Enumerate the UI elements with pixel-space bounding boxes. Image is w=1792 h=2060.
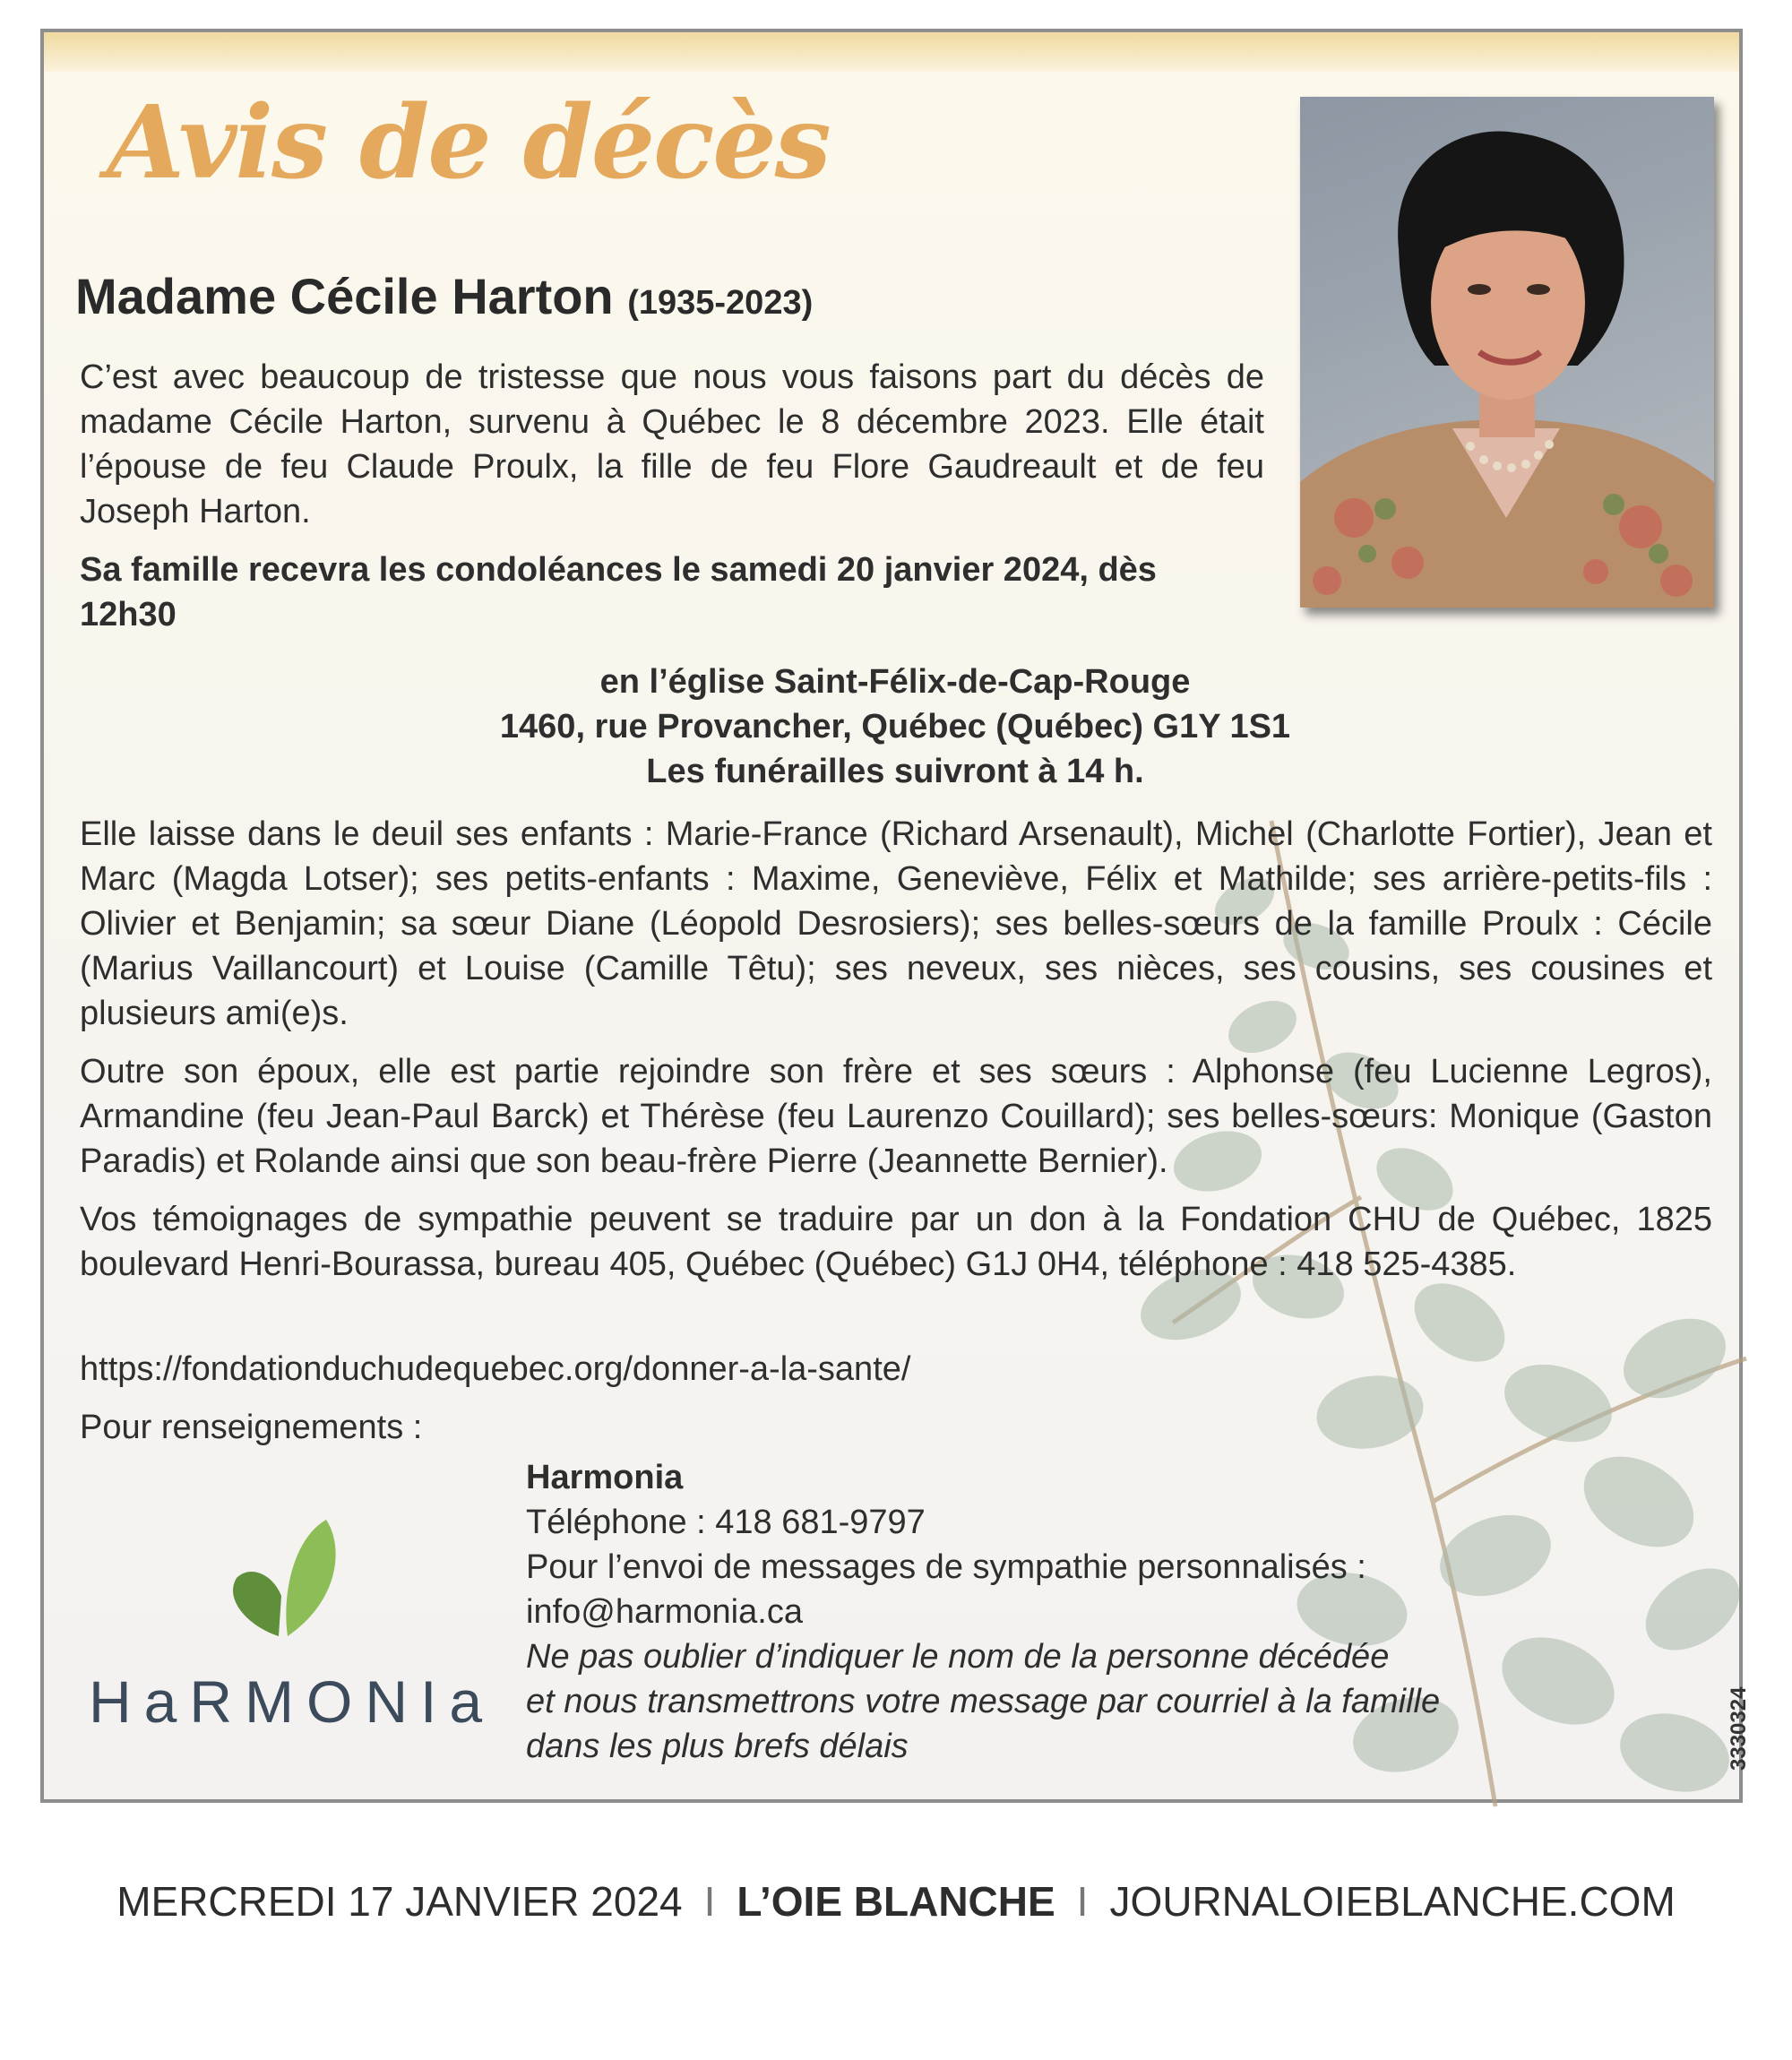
intro-paragraph: C’est avec beaucoup de tristesse que nous vous faisons part du décès de madame Cécile Harton, survenu à Québec le 8 décembre 2023. Elle était l’épouse de feu Claude Proulx, la fille de feu Flore Gaudreault et de feu Joseph Harton. (80, 358, 1264, 530)
deceased-years: (1935-2023) (627, 284, 814, 322)
service-details (44, 659, 1746, 794)
ad-reference-number: 3330324 (1727, 1686, 1751, 1771)
info-label: Pour renseignements : (80, 1409, 423, 1446)
portrait-photo (1300, 97, 1714, 608)
address-line: 1460, rue Provancher, Québec (Québec) G1Y 1S1 (499, 708, 1291, 746)
funeral-home-email[interactable]: info@harmonia.ca (526, 1593, 803, 1631)
funeral-time-line: Les funérailles suivront à 14 h. (646, 753, 1144, 790)
deceased-name-text: Madame Cécile Harton (75, 268, 614, 324)
newspaper-footer (0, 1877, 1792, 1926)
note-line-2: et nous transmettrons votre message par courriel à la famille (526, 1683, 1441, 1720)
harmonia-logo-text: HaRMONIa (89, 1668, 495, 1735)
note-line-1: Ne pas oublier d’indiquer le nom de la personne décédée (526, 1638, 1390, 1676)
messages-label: Pour l’envoi de messages de sympathie personnalisés : (526, 1548, 1366, 1586)
footer-date: MERCREDI 17 JANVIER 2024 (116, 1878, 683, 1925)
footer-separator: I (703, 1878, 716, 1925)
funeral-home-contact (526, 1455, 1440, 1769)
deceased-name (75, 267, 813, 325)
gold-header-band (44, 32, 1739, 72)
condolences-paragraph: Sa famille recevra les condoléances le samedi 20 janvier 2024, dès 12h30 (80, 551, 1157, 634)
predeceased-paragraph: Outre son époux, elle est partie rejoindre son frère et ses sœurs : Alphonse (feu Lucienne Legros), Armandine (feu Jean-Paul Barck) et Thérèse (feu Laurenzo Couillard); ses belles-sœurs: Monique (Gaston Paradis) et Rolande ainsi que son beau-frère Pierre (Jeannette Bernier). (80, 1053, 1712, 1180)
footer-website[interactable]: JOURNALOIEBLANCHE.COM (1109, 1878, 1676, 1925)
donation-link[interactable]: https://fondationduchudequebec.org/donner-a-la-sante/ (80, 1350, 911, 1388)
obituary-notice (40, 29, 1751, 1803)
harmonia-logo (89, 1502, 495, 1744)
donation-paragraph: Vos témoignages de sympathie peuvent se traduire par un don à la Fondation CHU de Québec, 1825 boulevard Henri-Bourassa, bureau 405, Québec (Québec) G1J 0H4, téléphone : 418 525-4385. (80, 1201, 1712, 1283)
notice-title: Avis de décès (107, 84, 830, 202)
footer-separator: I (1076, 1878, 1089, 1925)
church-line: en l’église Saint-Félix-de-Cap-Rouge (599, 663, 1191, 701)
butterfly-icon (89, 1502, 492, 1663)
footer-paper-name: L’OIE BLANCHE (737, 1878, 1055, 1925)
note-line-3: dans les plus brefs délais (526, 1728, 909, 1765)
funeral-home-name: Harmonia (526, 1459, 684, 1496)
funeral-home-phone: Téléphone : 418 681-9797 (526, 1504, 926, 1541)
family-paragraph: Elle laisse dans le deuil ses enfants : Marie-France (Richard Arsenault), Michel (Charlotte Fortier), Jean et Marc (Magda Lotser); ses petits-enfants : Maxime, Geneviève, Félix et Mathilde; ses arrière-petits-fils : Olivier et Benjamin; sa sœur Diane (Léopold Desrosiers); ses belles-sœurs de la famille Proulx : Cécile (Marius Vaillancourt) et Louise (Camille Têtu); ses neveux, ses nièces, ses cousins, ses cousines et plusieurs ami(e)s. (80, 815, 1712, 1032)
